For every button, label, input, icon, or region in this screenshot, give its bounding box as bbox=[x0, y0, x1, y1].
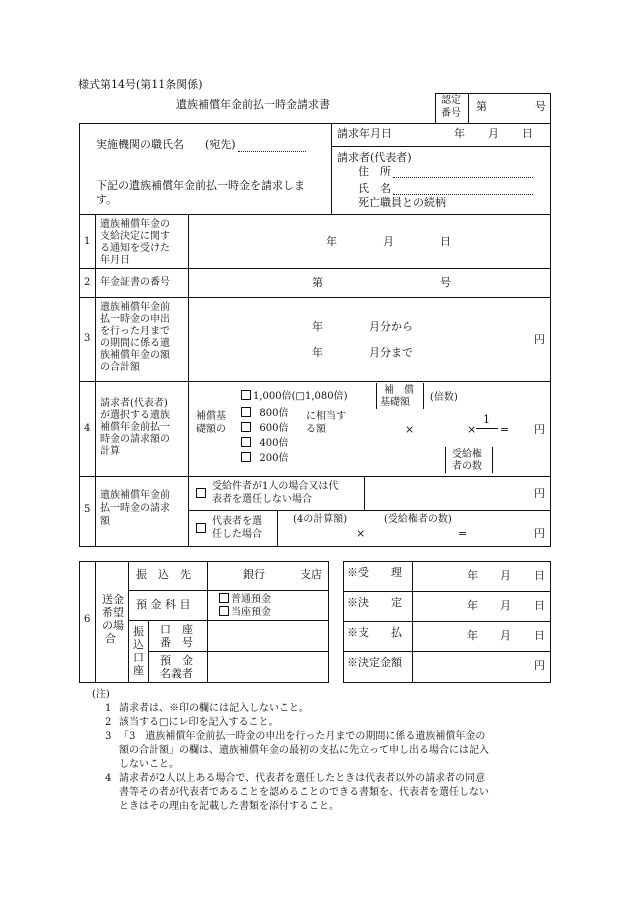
account-number-label-1: 口 座 bbox=[160, 623, 193, 636]
address-label: 住 所 bbox=[358, 165, 391, 178]
request-sentence-end: す。 bbox=[96, 193, 118, 206]
bank-label-3: の場 bbox=[102, 619, 124, 632]
cert-label-1: 認定 bbox=[441, 95, 461, 106]
row3-label-6: の合計額 bbox=[100, 362, 140, 373]
row4-recipients-1: 受給権 bbox=[452, 449, 482, 460]
note-4-line-2: 書等その者が代表者であることを認めることのできる書類を、代表者を選任しない bbox=[119, 787, 489, 798]
bank-name-label: 銀行 bbox=[243, 568, 265, 581]
row4-label-2: が選択する遺族 bbox=[100, 410, 170, 421]
row4-base-amount-1: 補 償 bbox=[384, 385, 414, 396]
row2-go: 号 bbox=[440, 276, 451, 289]
note-4-line-3: ときはその理由を記載した書類を添付すること。 bbox=[119, 801, 339, 812]
row4-label-3: 補償年金前払一 bbox=[100, 422, 170, 433]
row2-dai: 第 bbox=[312, 276, 323, 289]
row4-apply-1: に相当す bbox=[306, 411, 346, 422]
cert-label-2: 番号 bbox=[441, 108, 461, 119]
note-3-line-3: しないこと。 bbox=[119, 759, 179, 770]
checkbox-600[interactable] bbox=[241, 422, 251, 432]
row4-equals: = bbox=[500, 423, 510, 436]
paid-day: 日 bbox=[534, 629, 545, 642]
row5-label-3: 額 bbox=[100, 516, 110, 527]
cert-number-field[interactable] bbox=[486, 99, 530, 115]
row4-option-1000[interactable]: 1,000倍(□1,080倍) bbox=[241, 390, 348, 403]
claimant-label: 請求者(代表者) bbox=[337, 151, 412, 164]
addressee-label: 実施機関の職氏名 bbox=[96, 138, 184, 151]
row1-month: 月 bbox=[383, 235, 394, 248]
checkbox-single-recipient[interactable] bbox=[196, 488, 206, 498]
row3-number: 3 bbox=[84, 333, 91, 344]
note-1-line-1: 請求者は、※印の欄には記入しないこと。 bbox=[119, 703, 309, 714]
account-side-4: 座 bbox=[133, 664, 144, 677]
row4-number: 4 bbox=[84, 423, 91, 434]
row4-option-800[interactable]: 800倍 bbox=[241, 407, 288, 420]
row5-case-b-1: 代表者を選 bbox=[212, 516, 262, 527]
row5-yen-b: 円 bbox=[534, 527, 545, 540]
request-sentence: 下記の遺族補償年金前払一時金を請求しま bbox=[96, 179, 305, 192]
addressee-field[interactable] bbox=[238, 151, 306, 152]
name-label: 氏 名 bbox=[358, 182, 391, 195]
row4-numerator: 1 bbox=[483, 413, 490, 426]
decided-label: ※決 定 bbox=[347, 596, 402, 609]
row3-label-5: 族補償年金の額 bbox=[100, 350, 170, 361]
row5-recipients-count: (受給権者の数) bbox=[384, 514, 452, 525]
row5-label-2: 払一時金の請求 bbox=[100, 503, 170, 514]
row2-label: 年金証書の番号 bbox=[100, 277, 170, 288]
account-side-2: 込 bbox=[133, 638, 144, 651]
account-holder-label-1: 預 金 bbox=[160, 654, 193, 667]
row3-label-1: 遺族補償年金前 bbox=[100, 302, 170, 313]
cert-dai: 第 bbox=[476, 100, 487, 113]
addressee-suffix: (宛先) bbox=[205, 138, 236, 151]
received-label: ※受 理 bbox=[347, 566, 402, 579]
row3-label-2: 払一時金の申出 bbox=[100, 314, 170, 325]
paid-month: 月 bbox=[500, 629, 511, 642]
received-month: 月 bbox=[500, 569, 511, 582]
row3-label-3: を行った月まで bbox=[100, 326, 170, 337]
deposit-current[interactable]: 当座預金 bbox=[219, 606, 271, 619]
row4-option-600[interactable]: 600倍 bbox=[241, 422, 288, 435]
account-number-label-2: 番 号 bbox=[160, 636, 193, 649]
row3-from-month: 月分から bbox=[369, 320, 413, 333]
notes-title: (注) bbox=[92, 689, 110, 700]
account-holder-field[interactable] bbox=[209, 653, 326, 680]
decided-month: 月 bbox=[500, 599, 511, 612]
checkbox-400[interactable] bbox=[241, 437, 251, 447]
relation-label: 死亡職員との続柄 bbox=[358, 196, 446, 209]
note-3-num: 3 bbox=[105, 731, 112, 742]
row1-day: 日 bbox=[440, 235, 451, 248]
claim-date-label: 請求年月日 bbox=[337, 127, 392, 140]
paid-year: 年 bbox=[467, 629, 478, 642]
row4-label-4: 時金の請求額の bbox=[100, 434, 170, 445]
row5-times: × bbox=[356, 527, 366, 540]
row4-apply-2: る額 bbox=[306, 424, 326, 435]
note-3-line-1: 「3 遺族補償年金前払一時金の申出を行った月までの期間に係る遺族補償年金の bbox=[119, 731, 486, 742]
note-3-line-2: 額の合計額」の欄は、遺族補償年金の最初の支払に先立って申し出る場合には記入 bbox=[119, 745, 489, 756]
row1-number: 1 bbox=[84, 236, 91, 247]
row4-label-5: 計算 bbox=[100, 446, 120, 457]
row5-case-a-2: 表者を選任しない場合 bbox=[212, 494, 312, 505]
row4-yen: 円 bbox=[534, 423, 545, 436]
row3-yen: 円 bbox=[534, 333, 545, 346]
row4-times2: × bbox=[467, 423, 477, 436]
row3-to-year: 年 bbox=[312, 346, 323, 359]
paid-label: ※支 払 bbox=[347, 626, 402, 639]
checkbox-1000[interactable] bbox=[241, 390, 251, 400]
form-number: 様式第14号(第11条関係) bbox=[78, 78, 203, 91]
row5-number: 5 bbox=[84, 504, 91, 515]
checkbox-200[interactable] bbox=[241, 452, 251, 462]
note-4-num: 4 bbox=[105, 773, 112, 784]
claim-month: 月 bbox=[488, 127, 499, 140]
form-title: 遺族補償年金前払一時金請求書 bbox=[176, 98, 330, 111]
claim-year: 年 bbox=[454, 127, 465, 140]
amount-yen: 円 bbox=[534, 659, 545, 672]
bank-label-4: 合 bbox=[105, 632, 116, 645]
bank-label-2: 希望 bbox=[102, 606, 124, 619]
checkbox-ordinary[interactable] bbox=[219, 593, 229, 603]
branch-label: 支店 bbox=[300, 568, 322, 581]
row3-to-month: 月分まで bbox=[369, 346, 413, 359]
note-2-num: 2 bbox=[105, 717, 112, 728]
note-2-line-1: 該当する□にレ印を記入すること。 bbox=[119, 717, 279, 728]
row4-option-400[interactable]: 400倍 bbox=[241, 437, 288, 450]
address-field[interactable] bbox=[393, 177, 533, 178]
row4-recipients-2: 者の数 bbox=[452, 461, 482, 472]
row4-base-label-2: 礎額の bbox=[196, 424, 226, 435]
checkbox-800[interactable] bbox=[241, 407, 251, 417]
amount-label: ※決定金額 bbox=[347, 656, 402, 669]
row1-label-3: る通知を受けた bbox=[100, 243, 170, 254]
bank-name-field[interactable] bbox=[209, 563, 326, 588]
note-4-line-1: 請求者が2人以上ある場合で、代表者を選任したときは代表者以外の請求者の同意 bbox=[119, 773, 486, 784]
row5-case-b-2: 任した場合 bbox=[212, 529, 262, 540]
cert-go: 号 bbox=[535, 100, 546, 113]
received-day: 日 bbox=[534, 569, 545, 582]
transfer-to-label: 振 込 先 bbox=[136, 568, 191, 581]
row5-equals: = bbox=[458, 527, 468, 540]
row2-number: 2 bbox=[84, 277, 91, 288]
checkbox-representative[interactable] bbox=[196, 523, 206, 533]
decided-day: 日 bbox=[534, 599, 545, 612]
note-1-num: 1 bbox=[105, 703, 112, 714]
row4-option-200[interactable]: 200倍 bbox=[241, 452, 288, 465]
row1-label-2: 支給決定に関す bbox=[100, 231, 170, 242]
row4-fraction-bar bbox=[476, 428, 498, 429]
checkbox-current[interactable] bbox=[219, 606, 229, 616]
row5-calc-amount: (4の計算額) bbox=[293, 514, 348, 525]
row4-multiplier: (倍数) bbox=[430, 392, 458, 403]
row1-label-1: 遺族補償年金の bbox=[100, 219, 170, 230]
account-side-3: 口 bbox=[133, 651, 144, 664]
deposit-type-label: 預 金 科 目 bbox=[136, 598, 191, 611]
deposit-ordinary[interactable]: 普通預金 bbox=[219, 593, 271, 606]
claim-day: 日 bbox=[522, 127, 533, 140]
row1-label-4: 年月日 bbox=[100, 255, 130, 266]
bank-number: 6 bbox=[84, 614, 91, 625]
row4-times: × bbox=[405, 423, 415, 436]
row4-base-label-1: 補償基 bbox=[196, 411, 226, 422]
row4-base-amount-2: 基礎額 bbox=[380, 397, 410, 408]
row3-from-year: 年 bbox=[312, 320, 323, 333]
account-number-field[interactable] bbox=[209, 622, 326, 649]
decided-year: 年 bbox=[467, 599, 478, 612]
row1-year: 年 bbox=[326, 235, 337, 248]
bank-label-1: 送金 bbox=[102, 593, 124, 606]
row4-label-1: 請求者(代表者) bbox=[100, 398, 168, 409]
received-year: 年 bbox=[467, 569, 478, 582]
account-side-1: 振 bbox=[133, 625, 144, 638]
account-holder-label-2: 名義者 bbox=[160, 667, 193, 680]
row3-label-4: の期間に係る遺 bbox=[100, 338, 170, 349]
row5-label-1: 遺族補償年金前 bbox=[100, 490, 170, 501]
row5-case-a-1: 受給件者が1人の場合又は代 bbox=[212, 481, 339, 492]
name-field[interactable] bbox=[393, 194, 533, 195]
row5-yen-a: 円 bbox=[534, 487, 545, 500]
